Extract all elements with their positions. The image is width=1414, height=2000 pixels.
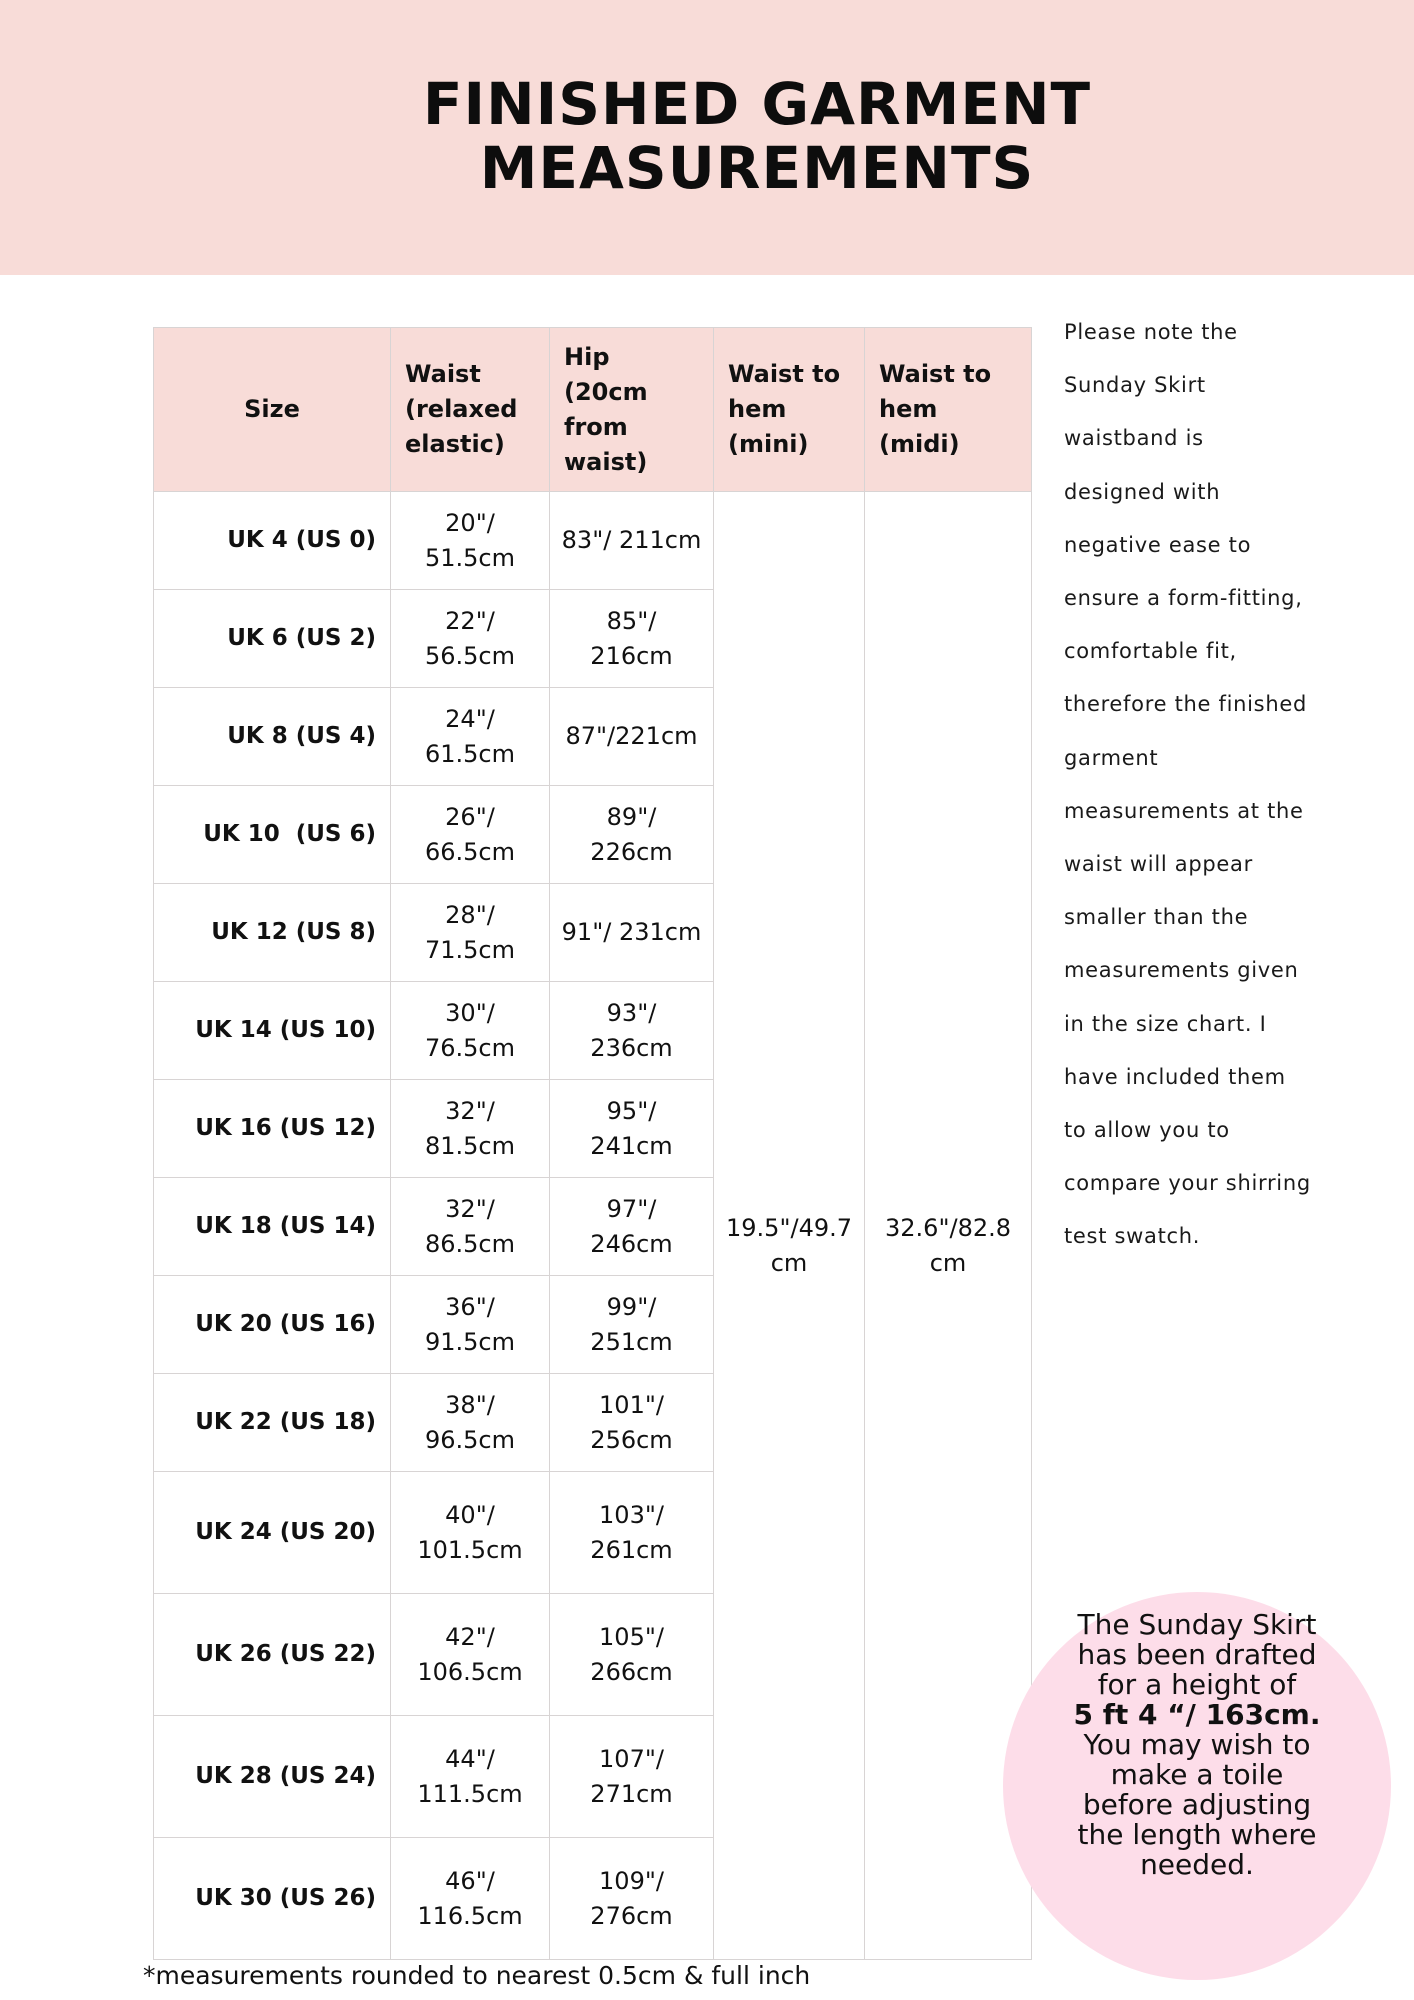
waist-cell xyxy=(391,1178,550,1276)
cell-line: 42"/ xyxy=(445,1622,495,1651)
cell-line: 93"/ xyxy=(606,998,657,1027)
header-line: Hip xyxy=(564,342,610,371)
cell-line: cm xyxy=(770,1248,808,1277)
waist-cell xyxy=(391,688,550,786)
header-waist xyxy=(391,328,550,492)
header-line: (20cm xyxy=(564,377,648,406)
cell-line: 81.5cm xyxy=(424,1131,515,1160)
side-note-line: compare your shirring xyxy=(1064,1171,1311,1196)
side-note-line: comfortable fit, xyxy=(1064,639,1237,664)
header-line: (midi) xyxy=(879,430,960,458)
cell-line: 38"/ xyxy=(445,1390,495,1419)
side-note-line: test swatch. xyxy=(1064,1224,1201,1249)
cell-line: 256cm xyxy=(590,1425,673,1454)
cell-line: 107"/ xyxy=(599,1744,664,1773)
waist-cell xyxy=(391,1374,550,1472)
size-cell: UK 26 (US 22) xyxy=(154,1594,391,1716)
cell-line: 97"/ xyxy=(606,1194,657,1223)
cell-line: 32.6"/82.8 xyxy=(885,1213,1011,1242)
cell-line: 22"/ xyxy=(445,606,495,635)
side-note-line: negative ease to xyxy=(1064,532,1252,557)
cell-line: 36"/ xyxy=(445,1292,495,1321)
cell-line: 28"/ xyxy=(445,900,495,929)
size-cell: UK 28 (US 24) xyxy=(154,1716,391,1838)
callout-line: make a toile xyxy=(1110,1758,1284,1791)
cell-line: 32"/ xyxy=(445,1096,495,1125)
height-callout-text xyxy=(1047,1610,1347,1880)
cell-line: 24"/ xyxy=(445,704,495,733)
size-cell: UK 18 (US 14) xyxy=(154,1178,391,1276)
size-cell: UK 8 (US 4) xyxy=(154,688,391,786)
header-line: hem xyxy=(879,395,938,423)
cell-line: 226cm xyxy=(590,837,673,866)
side-note-line: therefore the finished xyxy=(1064,692,1307,717)
cell-line: 246cm xyxy=(590,1229,673,1258)
hip-cell xyxy=(550,1276,714,1374)
cell-line: 83"/ 211cm xyxy=(561,526,702,554)
hip-cell xyxy=(550,590,714,688)
side-note-line: designed with xyxy=(1064,479,1221,504)
header-line: hem xyxy=(728,395,787,423)
callout-line: the length where xyxy=(1077,1818,1317,1851)
hip-cell xyxy=(550,1178,714,1276)
cell-line: 101.5cm xyxy=(417,1535,523,1564)
page-title-line-1: FINISHED GARMENT xyxy=(422,70,1092,138)
cell-line: cm xyxy=(929,1248,967,1277)
callout-line: The Sunday Skirt xyxy=(1077,1608,1317,1641)
header-line: Waist to xyxy=(728,360,841,388)
waist-cell xyxy=(391,492,550,590)
size-cell: UK 16 (US 12) xyxy=(154,1080,391,1178)
size-cell: UK 20 (US 16) xyxy=(154,1276,391,1374)
callout-line: before adjusting xyxy=(1082,1788,1312,1821)
cell-line: 236cm xyxy=(590,1033,673,1062)
size-cell: UK 22 (US 18) xyxy=(154,1374,391,1472)
page-title-line-2: MEASUREMENTS xyxy=(479,134,1035,202)
waist-cell xyxy=(391,1594,550,1716)
mini-length-cell xyxy=(714,492,865,1960)
cell-line: 216cm xyxy=(590,641,673,670)
cell-line: 251cm xyxy=(590,1327,673,1356)
side-note-line: smaller than the xyxy=(1064,905,1249,930)
cell-line: 87"/221cm xyxy=(565,722,698,750)
header-mini xyxy=(714,328,865,492)
callout-height-value: 5 ft 4 “/ 163cm. xyxy=(1073,1698,1321,1731)
size-cell: UK 4 (US 0) xyxy=(154,492,391,590)
side-note-line: Please note the xyxy=(1064,320,1238,344)
waist-cell xyxy=(391,1838,550,1960)
cell-line: 106.5cm xyxy=(417,1657,523,1686)
footnote: *measurements rounded to nearest 0.5cm & full inch xyxy=(143,1961,811,1990)
table-header-row xyxy=(154,328,1032,492)
cell-line: 91.5cm xyxy=(424,1327,515,1356)
cell-line: 46"/ xyxy=(445,1866,495,1895)
cell-line: 30"/ xyxy=(445,998,495,1027)
hip-cell xyxy=(550,492,714,590)
hip-cell xyxy=(550,1838,714,1960)
size-cell: UK 14 (US 10) xyxy=(154,982,391,1080)
hip-cell xyxy=(550,1594,714,1716)
waist-cell xyxy=(391,884,550,982)
header-line: (mini) xyxy=(728,430,809,458)
waist-cell xyxy=(391,1472,550,1594)
header-line: from xyxy=(564,412,628,441)
cell-line: 271cm xyxy=(590,1779,673,1808)
hip-cell xyxy=(550,1374,714,1472)
cell-line: 95"/ xyxy=(606,1096,657,1125)
cell-line: 89"/ xyxy=(606,802,657,831)
hip-cell xyxy=(550,1472,714,1594)
cell-line: 32"/ xyxy=(445,1194,495,1223)
header-hip xyxy=(550,328,714,492)
cell-line: 261cm xyxy=(590,1535,673,1564)
waist-cell xyxy=(391,1716,550,1838)
cell-line: 51.5cm xyxy=(424,543,515,572)
cell-line: 76.5cm xyxy=(424,1033,515,1062)
header-midi xyxy=(865,328,1032,492)
side-note-line: waist will appear xyxy=(1064,852,1253,877)
side-note-line: to allow you to xyxy=(1064,1118,1230,1143)
waist-cell xyxy=(391,982,550,1080)
cell-line: 103"/ xyxy=(599,1500,664,1529)
header-size: Size xyxy=(154,328,391,492)
side-note-line: ensure a form-fitting, xyxy=(1064,586,1303,611)
header-line: Waist to xyxy=(879,360,992,388)
cell-line: 99"/ xyxy=(606,1292,657,1321)
side-note-line: garment xyxy=(1064,745,1159,770)
cell-line: 61.5cm xyxy=(424,739,515,768)
cell-line: 20"/ xyxy=(445,508,495,537)
waist-cell xyxy=(391,590,550,688)
midi-length-cell xyxy=(865,492,1032,1960)
size-table xyxy=(153,327,1032,1960)
cell-line: 71.5cm xyxy=(424,935,515,964)
side-note-line: have included them xyxy=(1064,1064,1286,1089)
cell-line: 66.5cm xyxy=(424,837,515,866)
size-cell: UK 30 (US 26) xyxy=(154,1838,391,1960)
cell-line: 241cm xyxy=(590,1131,673,1160)
side-note-line: in the size chart. I xyxy=(1064,1011,1267,1036)
side-note-line: measurements at the xyxy=(1064,798,1304,823)
callout-line: for a height of xyxy=(1097,1668,1297,1701)
side-note xyxy=(1064,306,1359,1264)
page-title xyxy=(0,72,1414,200)
hip-cell xyxy=(550,1716,714,1838)
side-note-line: Sunday Skirt xyxy=(1064,373,1206,398)
header-line: (relaxed xyxy=(405,395,518,423)
callout-line: You may wish to xyxy=(1083,1728,1311,1761)
table-row xyxy=(154,492,1032,590)
header-line: elastic) xyxy=(405,430,505,458)
header-line: waist) xyxy=(564,447,648,476)
hip-cell xyxy=(550,884,714,982)
hip-cell xyxy=(550,982,714,1080)
cell-line: 105"/ xyxy=(599,1622,664,1651)
hip-cell xyxy=(550,688,714,786)
size-cell: UK 24 (US 20) xyxy=(154,1472,391,1594)
cell-line: 85"/ xyxy=(606,606,657,635)
cell-line: 86.5cm xyxy=(424,1229,515,1258)
side-note-line: waistband is xyxy=(1064,426,1204,451)
waist-cell xyxy=(391,1080,550,1178)
callout-line: needed. xyxy=(1140,1848,1254,1881)
cell-line: 91"/ 231cm xyxy=(561,918,702,946)
waist-cell xyxy=(391,1276,550,1374)
cell-line: 96.5cm xyxy=(424,1425,515,1454)
size-cell: UK 12 (US 8) xyxy=(154,884,391,982)
hip-cell xyxy=(550,786,714,884)
cell-line: 111.5cm xyxy=(417,1779,523,1808)
callout-line: has been drafted xyxy=(1077,1638,1317,1671)
cell-line: 44"/ xyxy=(445,1744,495,1773)
side-note-line: measurements given xyxy=(1064,958,1299,983)
cell-line: 276cm xyxy=(590,1901,673,1930)
cell-line: 40"/ xyxy=(445,1500,495,1529)
cell-line: 101"/ xyxy=(599,1390,664,1419)
cell-line: 26"/ xyxy=(445,802,495,831)
header-line: Waist xyxy=(405,360,481,388)
cell-line: 19.5"/49.7 xyxy=(726,1213,852,1242)
cell-line: 56.5cm xyxy=(424,641,515,670)
waist-cell xyxy=(391,786,550,884)
cell-line: 266cm xyxy=(590,1657,673,1686)
hip-cell xyxy=(550,1080,714,1178)
size-cell: UK 6 (US 2) xyxy=(154,590,391,688)
size-cell: UK 10 (US 6) xyxy=(154,786,391,884)
cell-line: 109"/ xyxy=(599,1866,664,1895)
cell-line: 116.5cm xyxy=(417,1901,523,1930)
